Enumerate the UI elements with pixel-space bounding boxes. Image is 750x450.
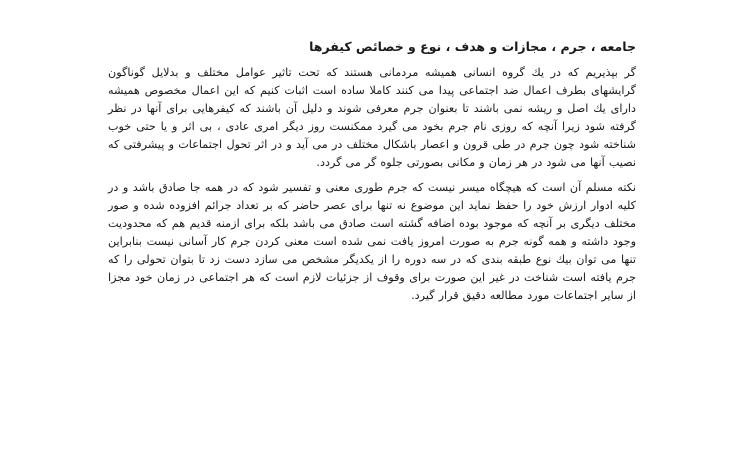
document-page <box>108 38 636 311</box>
paragraph-2: نکته مسلم آن است که هیچگاه میسر نیست که جرم طوری معنی و تفسیر شود که در همه جا صادق باشد و در کلیه ادوار ارزش خود را حفظ نماید این موضوع نه تنها برای عصر حاضر که بر تعداد جرائم افزوده شده و صور مختلف دیگری بر آنچه که موجود بوده اضافه گشته است صادق می باشد بلکه برای ازمنه قدیم هم که محدودیت وجود داشته و همه گونه جرم به صورت امروز یافت نمی شده است معنی کردن جرم کار آسانی نیست بنابراین تنها می توان بیك نوع طبقه بندی که در سه دوره را از یکدیگر مشخص می سازد دست زد تا بتوان تحولی را که جرم یافته است شناخت در غیر این صورت برای وقوف از جزئیات لازم است که هر اجتماعی در زمان خود مجزا از سایر اجتماعات مورد مطالعه دقیق قرار گیرد. <box>108 180 636 303</box>
document-title: جامعه ، جرم ، مجازات و هدف ، نوع و خصائص کیفرها <box>309 39 636 54</box>
paragraph-1: گر بپذیریم که در یك گروه انسانی همیشه مردمانی هستند که تحت تاثیر عوامل مختلف و بدلایل گوناگون گرایشهای بطرف اعمال ضد اجتماعی پیدا می کنند کاملا ساده است اثبات کنیم که این اعمال مخصوص همیشه دارای یك اصل و ریشه نمی باشند تا بعنوان جرم معرفی شوند و دلیل آن باشند که کیفرهایی برای آنها در نظر گرفته شود زیرا آنچه که روزی نام جرم بخود می گیرد ممکنست روز دیگر امری عادی ، بی اثر و یا حتی خوب شناخته شود چون جرم در طی قرون و اعصار باشکال مختلف در می آید و در اثر تحول اجتماعات و پیشرفتی که نصیب آنها می شود در هر زمان و مکانی بصورتی جلوه گر می گردد. <box>108 66 636 170</box>
